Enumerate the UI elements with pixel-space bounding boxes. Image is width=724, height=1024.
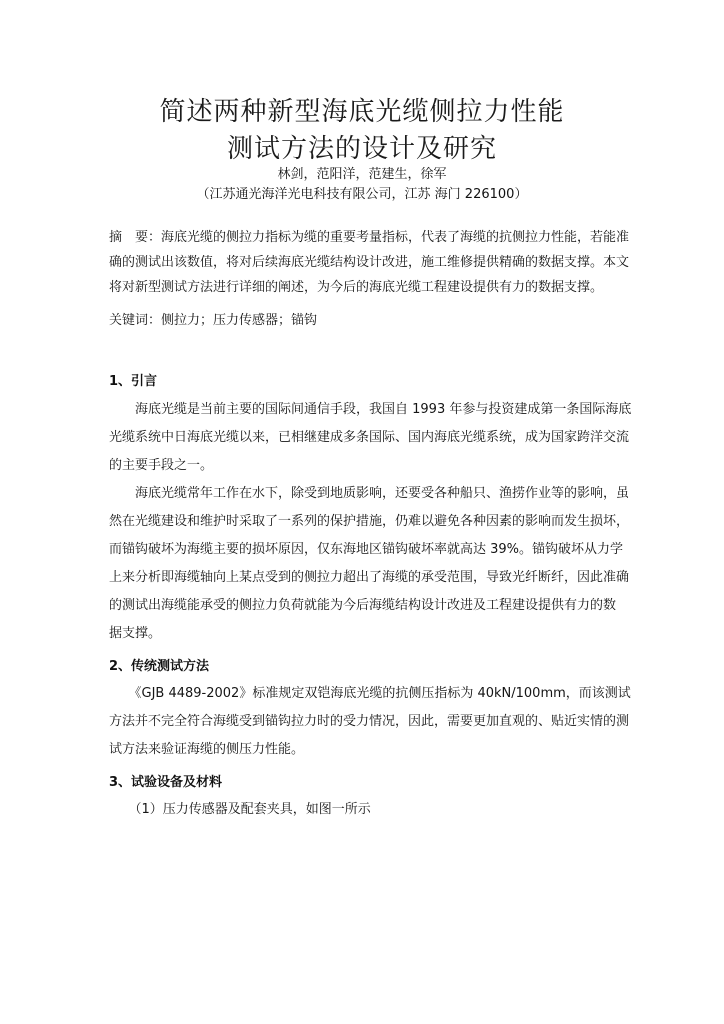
abstract-line: 将对新型测试方法进行详细的阐述，为今后的海底光缆工程建设提供有力的数据支撑。: [109, 280, 604, 295]
body-line: 然在光缆建设和维护时采取了一系列的保护措施，仍难以避免各种因素的影响而发生损坏，: [109, 514, 630, 529]
abstract-line: 确的测试出该数值，将对后续海底光缆结构设计改进，施工维修提供精确的数据支撑。本文: [109, 255, 630, 270]
section-heading-2: 2、传统测试方法: [109, 659, 210, 674]
section-heading-1: 1、引言: [109, 374, 158, 389]
body-line: 而锚钩破坏为海缆主要的损坏原因，仅东海地区锚钩破坏率就高达 39%。锚钩破坏从力学: [109, 542, 624, 557]
section-heading-3: 3、试验设备及材料: [109, 775, 223, 790]
body-line: 《GJB 4489-2002》标准规定双铠海底光缆的抗侧压指标为 40kN/100mm，而该测试: [109, 686, 631, 701]
body-line: 海底光缆常年工作在水下，除受到地质影响，还要受各种船只、渔捞作业等的影响，虽: [109, 486, 630, 501]
paper-title-line-2: 测试方法的设计及研究: [226, 134, 497, 164]
author-list: 林剑，范阳洋，范建生，徐军: [277, 167, 447, 182]
body-line: 试方法来验证海缆的侧压力性能。: [109, 742, 305, 757]
list-item: （1）压力传感器及配套夹具，如图一所示: [109, 802, 371, 817]
paper-title-line-1: 简述两种新型海底光缆侧拉力性能: [159, 97, 565, 127]
body-line: 据支撑。: [109, 626, 162, 641]
body-line: 上来分析即海缆轴向上某点受到的侧拉力超出了海缆的承受范围，导致光纤断纤，因此准确: [109, 570, 630, 585]
keywords-line: 关键词：侧拉力；压力传感器；锚钩: [109, 313, 318, 328]
body-line: 方法并不完全符合海缆受到锚钩拉力时的受力情况，因此，需要更加直观的、贴近实情的测: [109, 714, 630, 729]
body-line: 海底光缆是当前主要的国际间通信手段，我国自 1993 年参与投资建成第一条国际海底: [109, 402, 632, 417]
body-line: 光缆系统中日海底光缆以来，已相继建成多条国际、国内海底光缆系统，成为国家跨洋交流: [109, 430, 630, 445]
abstract-line: 摘 要：海底光缆的侧拉力指标为缆的重要考量指标，代表了海缆的抗侧拉力性能，若能准: [109, 230, 630, 245]
body-line: 的主要手段之一。: [109, 458, 214, 473]
author-affiliation: （江苏通光海洋光电科技有限公司，江苏 海门 226100）: [196, 187, 528, 202]
body-line: 的测试出海缆能承受的侧拉力负荷就能为今后海缆结构设计改进及工程建设提供有力的数: [109, 598, 617, 613]
